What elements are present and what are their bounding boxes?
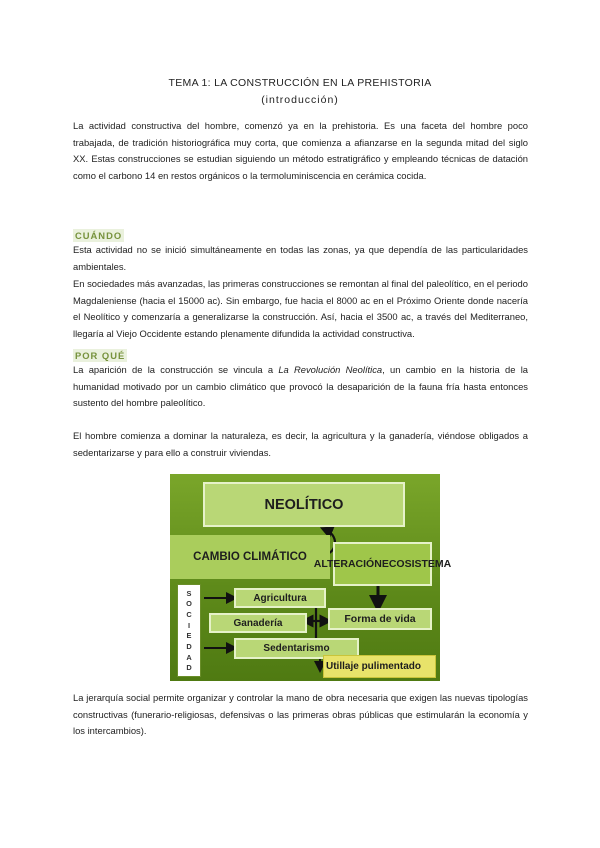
box-utillaje-pulimentado: Utillaje pulimentado <box>323 655 436 678</box>
page-subtitle: (introducción) <box>261 94 339 106</box>
sociedad-letter: D <box>186 641 192 651</box>
porque-text-end: , un cambio en la historia de la humanidad motivado por un cambio climático que provocó la desaparición de la fauna fría hasta entonces sustento del hombre paleolítico. <box>73 364 528 409</box>
alteracion-line-2: ECOSISTEMA <box>381 558 452 570</box>
box-agricultura: Agricultura <box>234 588 326 608</box>
box-sociedad <box>177 584 201 677</box>
sociedad-letter: I <box>187 620 191 630</box>
box-sedentarismo: Sedentarismo <box>234 638 359 659</box>
closing-paragraph: La jerarquía social permite organizar y controlar la mano de obra necesaria que exigen las nuevas tipologías constructivas (funerario-religiosas, defensivas o las primeras obras públicas que estimularán la economía y los intercambios). <box>73 692 528 737</box>
sociedad-letter: E <box>186 631 192 641</box>
sociedad-letter: D <box>186 663 192 673</box>
porque-text-start: La aparición de la construcción se vincula a <box>73 364 279 375</box>
box-forma-de-vida: Forma de vida <box>328 608 432 630</box>
sociedad-letter: A <box>186 652 192 662</box>
revolucion-neolitica-emphasis: La Revolución Neolítica <box>278 364 383 375</box>
porque-paragraph-2: El hombre comienza a dominar la naturaleza, es decir, la agricultura y la ganadería, viéndose obligados a sedentarizarse y para ello a construir viviendas. <box>73 430 528 458</box>
section-heading-cuando: CUÁNDO <box>75 230 123 241</box>
page-title: TEMA 1: LA CONSTRUCCIÓN EN LA PREHISTORIA <box>168 77 432 89</box>
box-alteracion-ecosistema <box>313 542 452 586</box>
box-cambio-climatico: CAMBIO CLIMÁTICO <box>170 535 330 579</box>
sociedad-letter: S <box>186 588 192 598</box>
box-ganaderia: Ganadería <box>209 613 307 633</box>
cuando-paragraph-2: En sociedades más avanzadas, las primeras construcciones se remontan al final del paleolítico, en el periodo Magdaleniense (hacia el 15000 ac). Sin embargo, fue hacia el 8000 ac en el Próximo Oriente donde nacería el Neolítico y comenzaría a generalizarse la construcción. Así, hacia el 3500 ac, a través del Mediterraneo, llegaría al Viejo Occidente estando plenamente difundida la actividad constructiva. <box>73 278 528 339</box>
neolitico-diagram <box>170 474 452 681</box>
intro-paragraph: La actividad constructiva del hombre, comenzó ya en la prehistoria. Es una faceta del hombre poco trabajada, de tradición historiográfica muy corta, que comienza a afianzarse en la segunda mitad del siglo XX. Estas construcciones se estudian siguiendo un método estratigráfico y empleando técnicas de datación como el carbono 14 en restos orgánicos o la termoluminiscencia en cerámica cocida. <box>73 120 528 181</box>
box-neolitico: NEOLÍTICO <box>203 482 405 527</box>
section-heading-porque: POR QUÉ <box>75 350 126 361</box>
alteracion-line-1: ALTERACIÓN <box>313 558 382 570</box>
sociedad-letter: O <box>186 599 192 609</box>
porque-paragraph-1 <box>73 362 528 412</box>
cuando-paragraph-1: Esta actividad no se inició simultáneamente en todas las zonas, ya que dependía de las particularidades ambientales. <box>73 244 528 272</box>
sociedad-letter: C <box>186 610 192 620</box>
